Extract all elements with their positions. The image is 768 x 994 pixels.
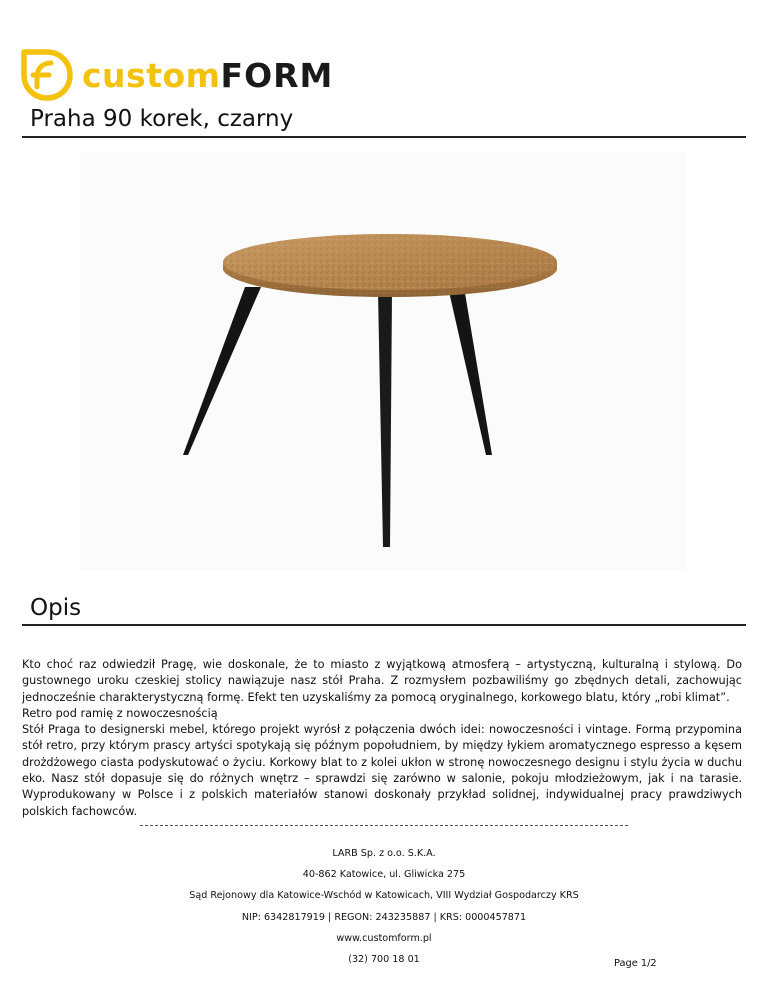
description-heading: Opis (30, 595, 82, 621)
footer-divider (140, 825, 628, 826)
description-body (22, 657, 742, 820)
brand-wordmark-custom: custom (82, 55, 221, 95)
brand-logo-icon (20, 48, 74, 102)
description-heading-bar (22, 592, 746, 626)
product-title: Praha 90 korek, czarny (30, 106, 294, 132)
brand-wordmark-form: FORM (220, 55, 334, 95)
round-cork-table-image (80, 152, 686, 570)
footer-address: 40-862 Katowice, ul. Gliwicka 275 (302, 869, 466, 881)
footer-website[interactable]: www.customform.pl (336, 932, 432, 944)
page-number: Page 1/2 (614, 958, 657, 969)
footer-phone: (32) 700 18 01 (348, 954, 420, 966)
description-paragraph: Stół Praga to designerski mebel, którego projekt wyrósł z połączenia dwóch idei: nowoczesności i vintage. Formą przypomina stół retro, przy którym prascy artyści spotykają się późnym popołudniem, by między łykiem aromatycznego espresso a kęsem drożdżowego ciasta podyskutować o życiu. Korkowy blat to z kolei ukłon w stronę nowoczesnego designu i stylu życia w duchu eko. Nasz stół dopasuje się do różnych wnętrz – sprawdzi się zarówno w salonie, pokoju młodzieżowym, jak i na tarasie. Wyprodukowany w Polsce i z polskich materiałów stanowi doskonały przykład solidnej, indywidualnej pracy prawdziwych polskich fachowców. (22, 723, 742, 818)
product-title-bar (22, 104, 746, 138)
footer-court: Sąd Rejonowy dla Katowice-Wschód w Katowicach, VIII Wydział Gospodarczy KRS (189, 890, 579, 902)
brand-wordmark (82, 56, 333, 95)
company-footer (0, 843, 768, 970)
description-subheading: Retro pod ramię z nowoczesnością (22, 706, 218, 720)
footer-company: LARB Sp. z o.o. S.K.A. (332, 848, 436, 859)
brand-logo (20, 46, 333, 104)
footer-ids: NIP: 6342817919 | REGON: 243235887 | KRS: 0000457871 (241, 911, 527, 923)
description-paragraph: Kto choć raz odwiedził Pragę, wie doskonale, że to miasto z wyjątkową atmosferą – artystyczną, kulturalną i stylową. Do gustownego uroku czeskiej stolicy nawiązuje nasz stół Praha. Z rozmysłem pozbawiliśmy go zbędnych detali, zachowując jednocześnie charakterystyczną formę. Efekt ten uzyskaliśmy za pomocą oryginalnego, korkowego blatu, który „robi klimat”. (22, 658, 742, 704)
